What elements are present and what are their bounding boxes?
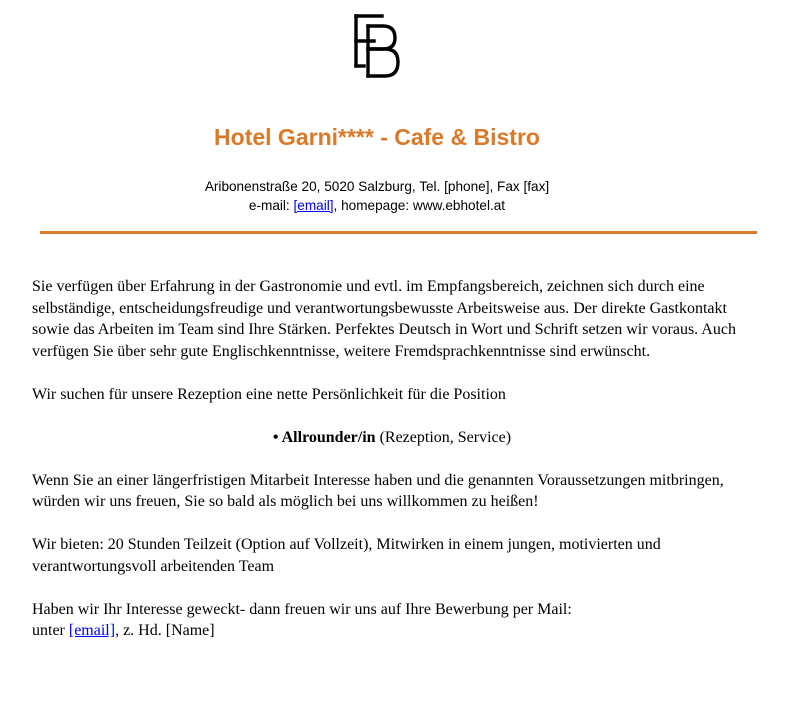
- closing-line: Haben wir Ihr Interesse geweckt- dann freuen wir uns auf Ihre Bewerbung per Mail:: [32, 600, 572, 618]
- eb-monogram-logo: [350, 12, 402, 80]
- closing-prefix: unter: [32, 622, 69, 639]
- header-divider: [40, 231, 757, 234]
- email-homepage-line: [0, 196, 754, 215]
- offer-paragraph: Wir bieten: 20 Stunden Teilzeit (Option auf Vollzeit), Mitwirken in einem jungen, motivierten und verantwortungsvoll arbeitenden Team: [32, 536, 661, 575]
- closing-suffix: , z. Hd. [Name]: [115, 622, 215, 639]
- interest-paragraph: Wenn Sie an einer längerfristigen Mitarbeit Interesse haben und die genannten Voraussetzungen mitbringen, würden wir uns freuen, Sie so bald als möglich bei uns willkommen zu heißen!: [32, 471, 724, 510]
- intro-paragraph: Sie verfügen über Erfahrung in der Gastronomie und evtl. im Empfangsbereich, zeichnen sich durch eine selbständige, entscheidungsfreudige und verantwortungsbewusste Arbeitsweise aus. Der direkte Gastkontakt sowie das Arbeiten im Team sind Ihre Stärken. Perfektes Deutsch in Wort und Schrift setzen wir voraus. Auch verfügen Sie über sehr gute Englischkenntnisse, weitere Fremdsprachkenntnisse sind erwünscht.: [32, 278, 736, 360]
- hotel-title: Hotel Garni**** - Cafe & Bistro: [214, 124, 540, 150]
- email-link[interactable]: [email]: [293, 198, 334, 213]
- search-paragraph: Wir suchen für unsere Rezeption eine nette Persönlichkeit für die Position: [32, 385, 506, 403]
- posting-body: [32, 276, 752, 663]
- position-paragraph: [32, 427, 752, 449]
- closing-email-link[interactable]: [email]: [68, 622, 116, 639]
- contact-block: [0, 177, 754, 215]
- address-line: Aribonenstraße 20, 5020 Salzburg, Tel. [phone], Fax [fax]: [204, 179, 550, 194]
- email-prefix: e-mail:: [248, 198, 294, 213]
- homepage-text: , homepage: www.ebhotel.at: [333, 198, 506, 213]
- position-detail: (Rezeption, Service): [375, 428, 512, 446]
- closing-paragraph: [32, 599, 752, 642]
- position-title: • Allrounder/in: [272, 428, 376, 446]
